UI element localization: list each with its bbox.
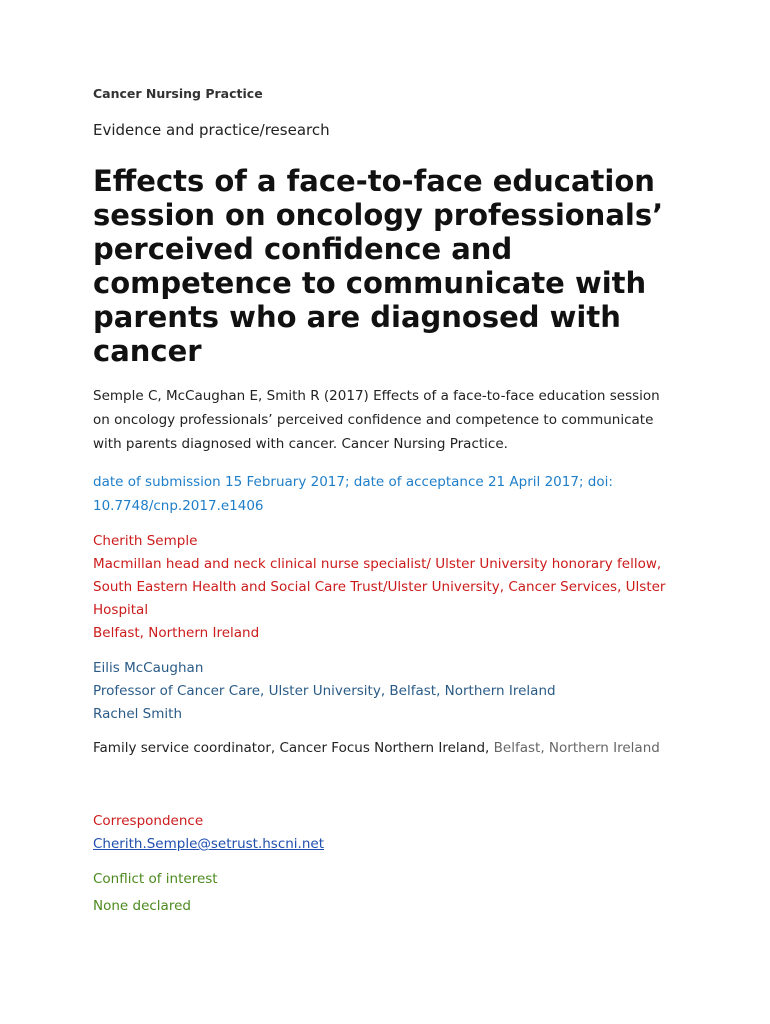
author-name: Cherith Semple (93, 533, 198, 549)
author-name-rachel: Rachel Smith (93, 706, 183, 722)
author-location: Belfast, Northern Ireland (93, 625, 260, 641)
article-title: Effects of a face-to-face education session on oncology professionals’ perceived confidence and competence to communicate with parents who are diagnosed with cancer (93, 164, 664, 368)
author-affiliation: South Eastern Health and Social Care Trust/Ulster University, Cancer Services, Ulster Hospital (93, 579, 666, 618)
author-name: Eilis McCaughan (93, 660, 204, 676)
author-role: Family service coordinator, Cancer Focus Northern Ireland, (93, 740, 490, 756)
author-cherith-semple (93, 530, 673, 645)
submission-dates: date of submission 15 February 2017; date of acceptance 21 April 2017; doi: 10.7748/cnp.2017.e1406 (93, 474, 613, 514)
article-front-matter (93, 86, 673, 918)
journal-name: Cancer Nursing Practice (93, 86, 263, 101)
author-rachel-smith-role (93, 740, 673, 756)
author-location: Belfast, Northern Ireland (493, 740, 660, 756)
conflict-of-interest-label: Conflict of interest (93, 871, 218, 887)
conflict-of-interest-value: None declared (93, 898, 191, 914)
author-role: Macmillan head and neck clinical nurse specialist/ Ulster University honorary fellow, (93, 556, 662, 572)
author-role: Professor of Cancer Care, Ulster University, Belfast, Northern Ireland (93, 683, 556, 699)
correspondence-label: Correspondence (93, 813, 204, 829)
correspondence-email-link[interactable]: Cherith.Semple@setrust.hscni.net (93, 836, 325, 852)
citation: Semple C, McCaughan E, Smith R (2017) Effects of a face-to-face education session on oncology professionals’ perceived confidence and competence to communicate with parents diagnosed with cancer. Cancer Nursing Practice. (93, 388, 660, 452)
section-label: Evidence and practice/research (93, 121, 330, 139)
author-eilis-mccaughan (93, 657, 673, 726)
